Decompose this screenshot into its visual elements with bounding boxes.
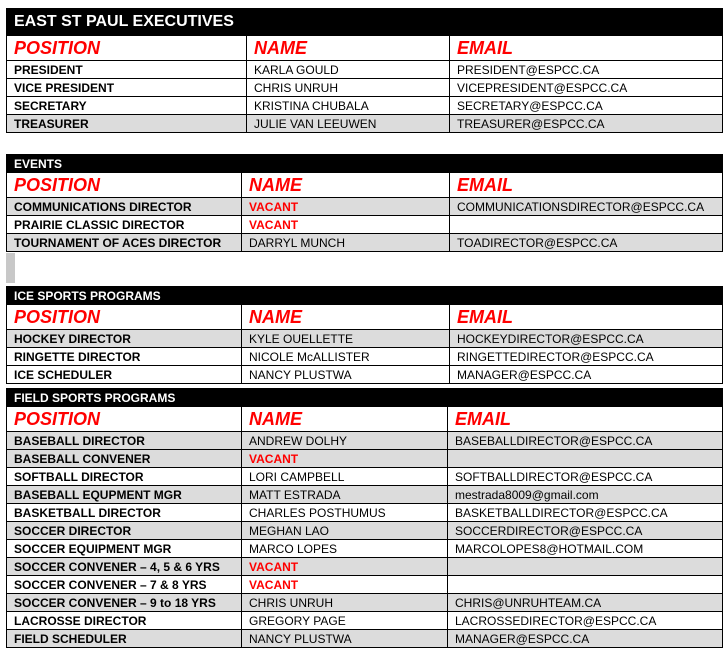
email-cell: PRESIDENT@ESPCC.CA	[450, 61, 723, 79]
email-cell: VICEPRESIDENT@ESPCC.CA	[450, 79, 723, 97]
name-cell: CHRIS UNRUH	[247, 79, 450, 97]
email-cell: RINGETTEDIRECTOR@ESPCC.CA	[450, 348, 723, 366]
name-cell: DARRYL MUNCH	[242, 234, 450, 252]
table-row	[7, 198, 723, 216]
email-header: EMAIL	[450, 173, 723, 198]
email-cell: CHRIS@UNRUHTEAM.CA	[448, 594, 723, 612]
position-cell: SOFTBALL DIRECTOR	[7, 468, 242, 486]
table-row	[7, 540, 723, 558]
email-cell	[448, 558, 723, 576]
position-cell: LACROSSE DIRECTOR	[7, 612, 242, 630]
name-header: NAME	[247, 36, 450, 61]
email-header: EMAIL	[450, 305, 723, 330]
table-row	[7, 234, 723, 252]
position-cell: TREASURER	[7, 115, 247, 133]
table-row	[7, 558, 723, 576]
position-header: POSITION	[7, 173, 242, 198]
name-cell: KRISTINA CHUBALA	[247, 97, 450, 115]
name-cell: ANDREW DOLHY	[242, 432, 448, 450]
name-cell: CHARLES POSTHUMUS	[242, 504, 448, 522]
email-cell: TOADIRECTOR@ESPCC.CA	[450, 234, 723, 252]
position-cell: HOCKEY DIRECTOR	[7, 330, 242, 348]
position-header: POSITION	[7, 305, 242, 330]
position-cell: SOCCER CONVENER – 4, 5 & 6 YRS	[7, 558, 242, 576]
ice-sports-title: ICE SPORTS PROGRAMS	[7, 287, 723, 305]
name-cell: LORI CAMPBELL	[242, 468, 448, 486]
table-row	[7, 468, 723, 486]
email-cell: MARCOLOPES8@HOTMAIL.COM	[448, 540, 723, 558]
table-row	[7, 61, 723, 79]
email-cell: TREASURER@ESPCC.CA	[450, 115, 723, 133]
email-cell	[448, 450, 723, 468]
email-cell: mestrada8009@gmail.com	[448, 486, 723, 504]
position-cell: PRAIRIE CLASSIC DIRECTOR	[7, 216, 242, 234]
email-cell: COMMUNICATIONSDIRECTOR@ESPCC.CA	[450, 198, 723, 216]
table-row	[7, 504, 723, 522]
position-cell: BASEBALL DIRECTOR	[7, 432, 242, 450]
email-cell: SOFTBALLDIRECTOR@ESPCC.CA	[448, 468, 723, 486]
table-row	[7, 486, 723, 504]
table-row	[7, 366, 723, 384]
table-row	[7, 576, 723, 594]
email-cell: BASKETBALLDIRECTOR@ESPCC.CA	[448, 504, 723, 522]
email-cell: LACROSSEDIRECTOR@ESPCC.CA	[448, 612, 723, 630]
name-cell: VACANT	[242, 198, 450, 216]
email-cell: MANAGER@ESPCC.CA	[448, 630, 723, 648]
table-row	[7, 612, 723, 630]
position-cell: SOCCER EQUIPMENT MGR	[7, 540, 242, 558]
position-cell: COMMUNICATIONS DIRECTOR	[7, 198, 242, 216]
name-cell: GREGORY PAGE	[242, 612, 448, 630]
position-cell: TOURNAMENT OF ACES DIRECTOR	[7, 234, 242, 252]
position-cell: PRESIDENT	[7, 61, 247, 79]
name-cell: MATT ESTRADA	[242, 486, 448, 504]
position-header: POSITION	[7, 36, 247, 61]
events-title-filler	[242, 155, 450, 173]
executives-table	[6, 8, 723, 133]
name-header: NAME	[242, 305, 450, 330]
position-cell: SOCCER DIRECTOR	[7, 522, 242, 540]
table-row	[7, 216, 723, 234]
position-header: POSITION	[7, 407, 242, 432]
table-row	[7, 330, 723, 348]
position-cell: VICE PRESIDENT	[7, 79, 247, 97]
name-cell: VACANT	[242, 450, 448, 468]
position-cell: BASKETBALL DIRECTOR	[7, 504, 242, 522]
table-row	[7, 348, 723, 366]
name-cell: JULIE VAN LEEUWEN	[247, 115, 450, 133]
table-row	[7, 97, 723, 115]
name-cell: CHRIS UNRUH	[242, 594, 448, 612]
email-cell: SECRETARY@ESPCC.CA	[450, 97, 723, 115]
position-cell: SOCCER CONVENER – 7 & 8 YRS	[7, 576, 242, 594]
name-header: NAME	[242, 173, 450, 198]
table-row	[7, 522, 723, 540]
position-cell: SECRETARY	[7, 97, 247, 115]
email-cell	[450, 216, 723, 234]
name-cell: NANCY PLUSTWA	[242, 366, 450, 384]
table-row	[7, 450, 723, 468]
position-cell: BASEBALL EQUPMENT MGR	[7, 486, 242, 504]
name-cell: NICOLE McALLISTER	[242, 348, 450, 366]
field-sports-table	[6, 388, 723, 648]
name-cell: MARCO LOPES	[242, 540, 448, 558]
section-spacer	[6, 253, 15, 283]
events-title: EVENTS	[7, 155, 242, 173]
name-cell: NANCY PLUSTWA	[242, 630, 448, 648]
table-row	[7, 115, 723, 133]
position-cell: SOCCER CONVENER – 9 to 18 YRS	[7, 594, 242, 612]
name-cell: KYLE OUELLETTE	[242, 330, 450, 348]
table-row	[7, 630, 723, 648]
table-row	[7, 432, 723, 450]
name-cell: VACANT	[242, 216, 450, 234]
executives-title: EAST ST PAUL EXECUTIVES	[7, 9, 723, 36]
position-cell: BASEBALL CONVENER	[7, 450, 242, 468]
email-cell: HOCKEYDIRECTOR@ESPCC.CA	[450, 330, 723, 348]
events-title-filler	[450, 155, 723, 173]
ice-sports-table	[6, 286, 723, 384]
name-header: NAME	[242, 407, 448, 432]
name-cell: VACANT	[242, 558, 448, 576]
email-header: EMAIL	[450, 36, 723, 61]
table-row	[7, 594, 723, 612]
position-cell: RINGETTE DIRECTOR	[7, 348, 242, 366]
email-cell: SOCCERDIRECTOR@ESPCC.CA	[448, 522, 723, 540]
name-cell: MEGHAN LAO	[242, 522, 448, 540]
position-cell: FIELD SCHEDULER	[7, 630, 242, 648]
name-cell: VACANT	[242, 576, 448, 594]
field-sports-title: FIELD SPORTS PROGRAMS	[7, 389, 723, 407]
events-table	[6, 154, 723, 252]
email-cell	[448, 576, 723, 594]
email-cell: BASEBALLDIRECTOR@ESPCC.CA	[448, 432, 723, 450]
position-cell: ICE SCHEDULER	[7, 366, 242, 384]
email-header: EMAIL	[448, 407, 723, 432]
email-cell: MANAGER@ESPCC.CA	[450, 366, 723, 384]
table-row	[7, 79, 723, 97]
name-cell: KARLA GOULD	[247, 61, 450, 79]
